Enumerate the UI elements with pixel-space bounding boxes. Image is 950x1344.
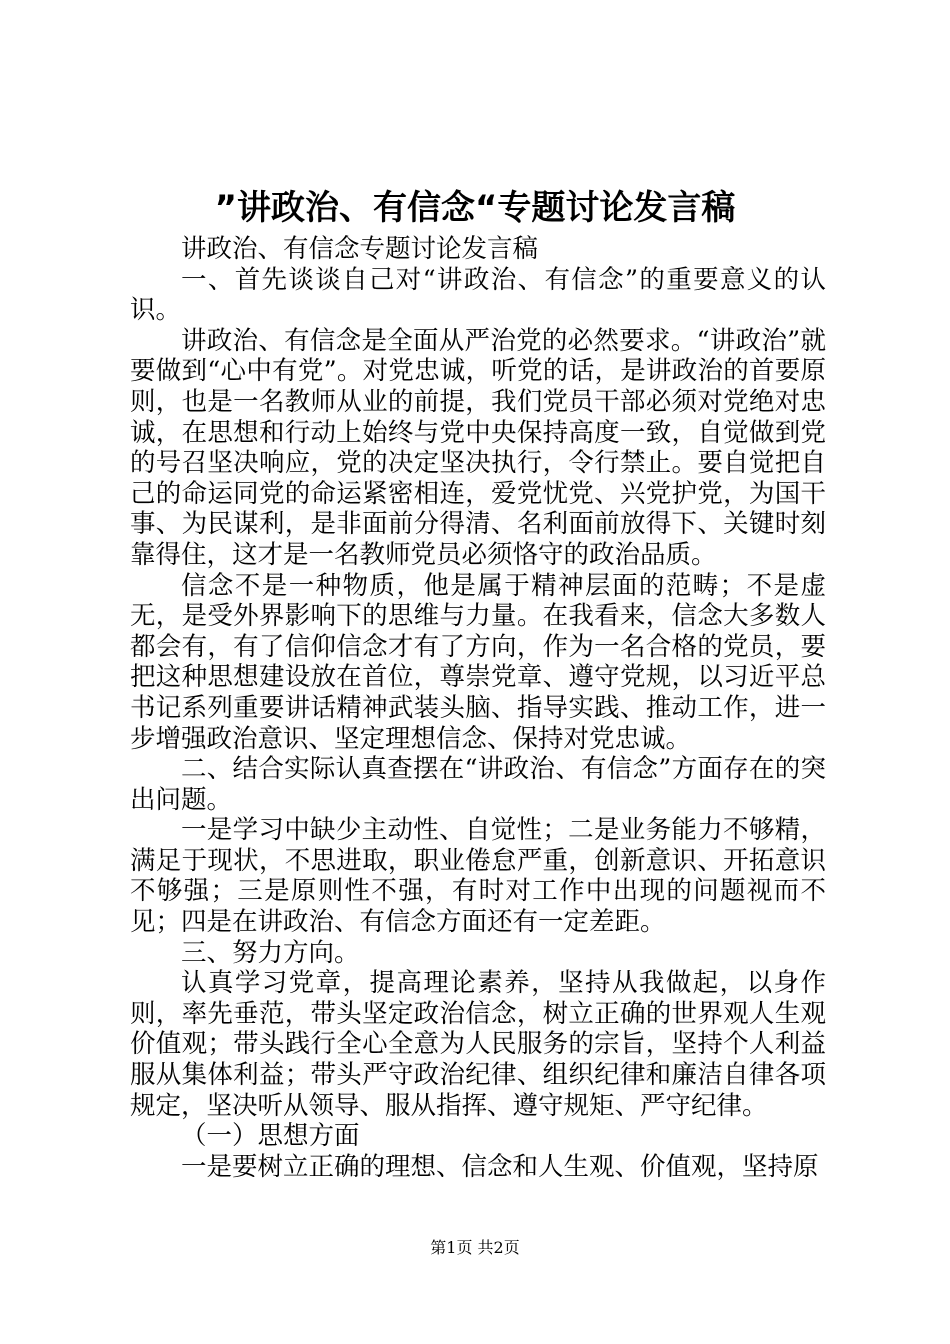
paragraph-belief: 信念不是一种物质，他是属于精神层面的范畴；不是虚无，是受外界影响下的思维与力量。在我看来，信念大多数人都会有，有了信仰信念才有了方向，作为一名合格的党员，要把这种思想建设放在首位，尊崇党章、遵守党规，以习近平总书记系列重要讲话精神武装头脑、指导实践、推动工作，进一步增强政治意识、坚定理想信念、保持对党忠诚。 bbox=[130, 570, 826, 754]
paragraph-section-3-heading: 三、努力方向。 bbox=[181, 937, 360, 968]
paragraph-direction: 认真学习党章，提高理论素养，坚持从我做起，以身作则，率先垂范，带头坚定政治信念，树立正确的世界观人生观价值观；带头践行全心全意为人民服务的宗旨，坚持个人利益服从集体利益；带头严守政治纪律、组织纪律和廉洁自律各项规定，坚决听从领导、服从指挥、遵守规矩、严守纪律。 bbox=[130, 968, 826, 1121]
paragraph-section-2-heading: 二、结合实际认真查摆在“讲政治、有信念”方面存在的突出问题。 bbox=[130, 754, 826, 815]
paragraph-subsection-1-heading: （一）思想方面 bbox=[181, 1121, 360, 1152]
paragraph-thinking: 一是要树立正确的理想、信念和人生观、价值观，坚持原 bbox=[181, 1151, 819, 1182]
document-title: ”讲政治、有信念“专题讨论发言稿 bbox=[214, 188, 736, 228]
paragraph-problems: 一是学习中缺少主动性、自觉性；二是业务能力不够精，满足于现状，不思进取，职业倦怠严重，创新意识、开拓意识不够强；三是原则性不强，有时对工作中出现的问题视而不见；四是在讲政治、有信念方面还有一定差距。 bbox=[130, 815, 826, 938]
page-number: 第1页 共2页 bbox=[430, 1238, 520, 1257]
paragraph-subtitle: 讲政治、有信念专题讨论发言稿 bbox=[181, 234, 539, 264]
document-body bbox=[130, 234, 826, 1182]
paragraph-section-1-heading: 一、首先谈谈自己对“讲政治、有信念”的重要意义的认识。 bbox=[130, 264, 826, 326]
paragraph-politics: 讲政治、有信念是全面从严治党的必然要求。“讲政治”就要做到“心中有党”。对党忠诚，听党的话，是讲政治的首要原则，也是一名教师从业的前提，我们党员干部必须对党绝对忠诚，在思想和行动上始终与党中央保持高度一致，自觉做到党的号召坚决响应，党的决定坚决执行，令行禁止。要自觉把自己的命运同党的命运紧密相连，爱党忧党、兴党护党，为国干事、为民谋利，是非面前分得清、名利面前放得下、关键时刻靠得住，这才是一名教师党员必须恪守的政治品质。 bbox=[130, 325, 826, 570]
